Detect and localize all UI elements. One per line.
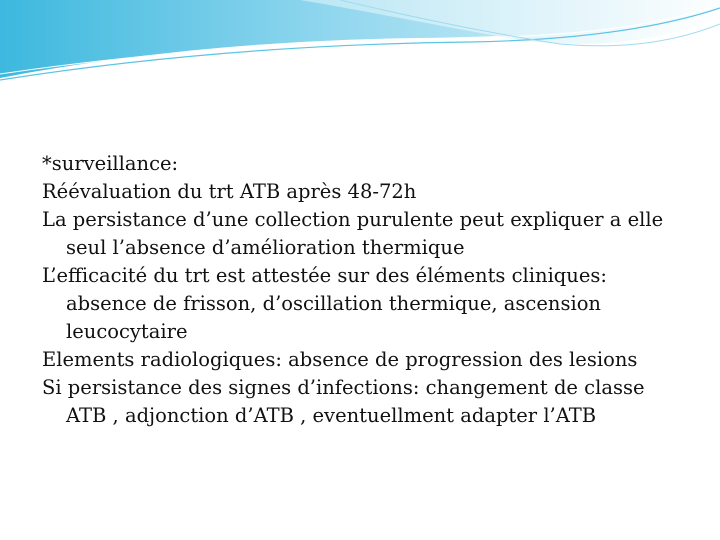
paragraph-elements-radiologiques: Elements radiologiques: absence de progression des lesions bbox=[42, 348, 638, 371]
paragraph-persistance-collection: La persistance d’une collection purulente peut expliquer a elle seul l’absence d’amélioration thermique bbox=[42, 208, 664, 259]
paragraph-surveillance: *surveillance: bbox=[42, 152, 179, 175]
paragraph-persistance-signes: Si persistance des signes d’infections: changement de classe ATB , adjonction d’ATB , eventuellment adapter l’ATB bbox=[42, 376, 645, 427]
paragraph-efficacite: L’efficacité du trt est attestée sur des éléments cliniques: absence de frisson, d’oscillation thermique, ascension leucocytaire bbox=[42, 264, 607, 343]
slide-body-text bbox=[42, 150, 682, 430]
header-wave-decoration bbox=[0, 0, 720, 90]
paragraph-reevaluation: Réévaluation du trt ATB après 48-72h bbox=[42, 180, 417, 203]
